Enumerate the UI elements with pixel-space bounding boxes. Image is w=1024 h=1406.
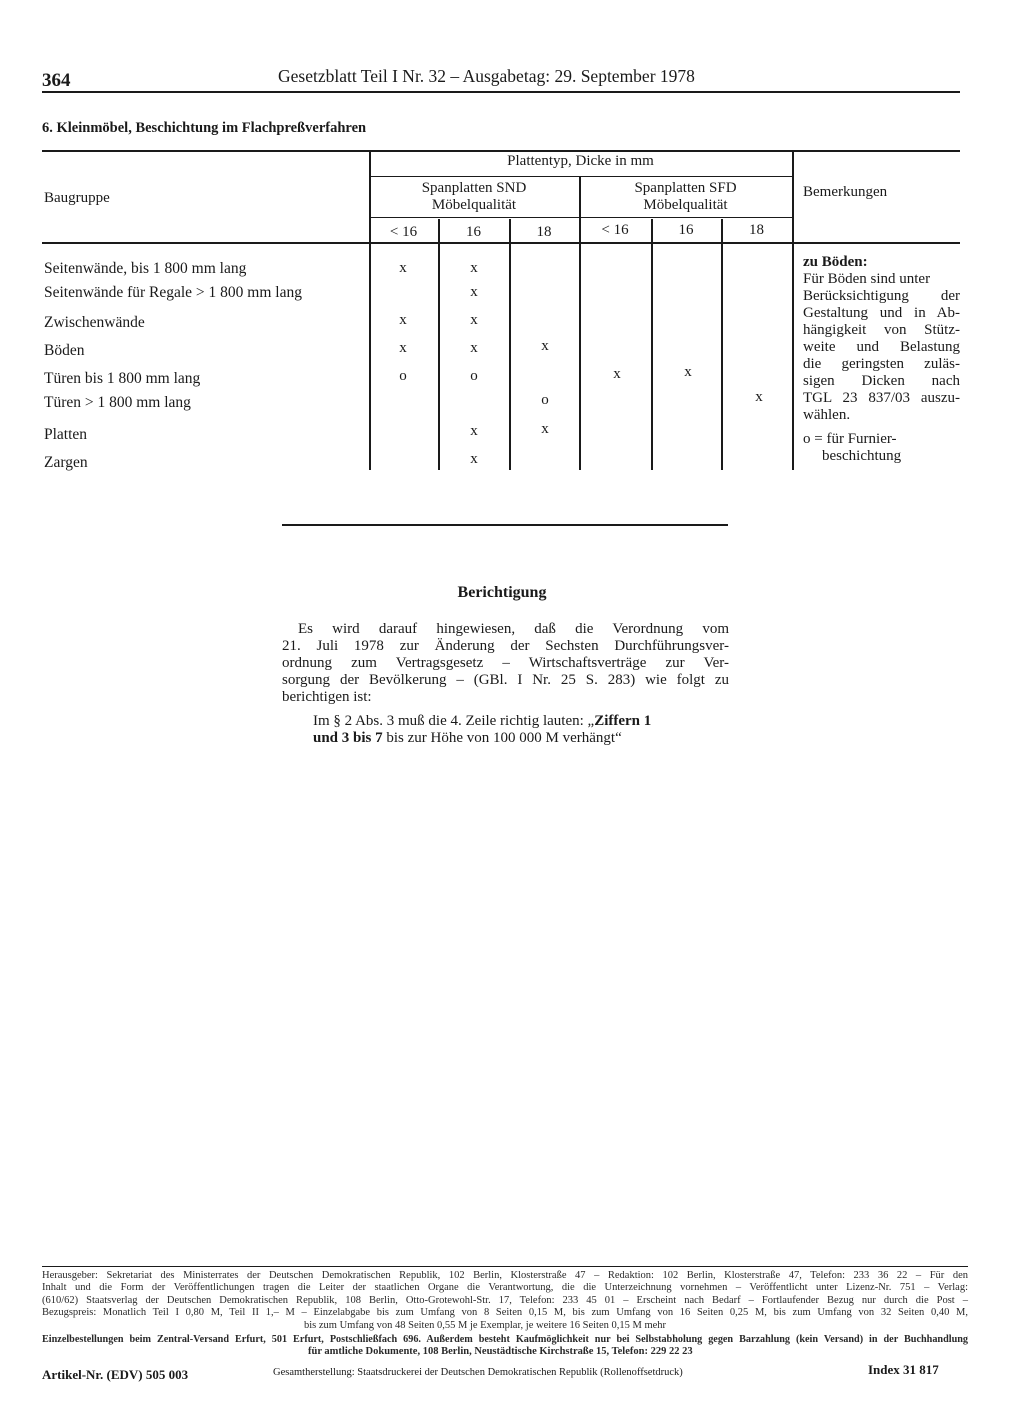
artikel-number: Artikel-Nr. (EDV) 505 003 [42, 1367, 189, 1382]
remarks-line: sigen Dicken nach [803, 373, 960, 389]
table-row-label: Zargen [44, 454, 88, 471]
table-row-label: Zwischenwände [44, 314, 145, 331]
thickness-label: 16 [466, 224, 481, 240]
table-divider [579, 176, 581, 470]
imprint-line: für amtliche Dokumente, 108 Berlin, Neustädtische Kirchstraße 15, Telefon: 229 22 23 [308, 1346, 693, 1358]
gesamtherstellung: Gesamtherstellung: Staatsdruckerei der Deutschen Demokratischen Republik (Rollenoffsetdruck) [273, 1367, 683, 1378]
correction-bold-text: Ziffern 1 [594, 713, 652, 729]
thickness-label: < 16 [601, 222, 629, 238]
bemerkungen-header: Bemerkungen [803, 184, 888, 200]
thickness-label: 18 [536, 224, 552, 240]
table-row-label: Platten [44, 426, 88, 443]
imprint-line: Inhalt und die Form der Veröffentlichungen tragen die Leiter der staatlichen Organe die Verantwortung, die die Unterzeichnung vornehmen – Veröffentlicht unter Lizenz-Nr. 751 – Verlag: [42, 1282, 968, 1294]
snd-header-line2: Möbelqualität [431, 197, 517, 213]
imprint-line: bis zum Umfang von 48 Seiten 0,55 M je Exemplar, je weitere 16 Seiten 0,15 M mehr [304, 1319, 667, 1331]
remarks-line: weite und Belastung [803, 339, 960, 355]
berichtigung-paragraph [282, 621, 729, 706]
berichtigung-line: ordnung zum Vertragsgesetz – Wirtschaftsverträge zur Ver- [282, 655, 729, 671]
sfd-header-line2: Möbelqualität [643, 197, 728, 213]
remarks-line: TGL 23 837/03 auszu- [803, 390, 960, 406]
correction-bold-text: und 3 bis 7 [313, 730, 383, 746]
plattentyp-header: Plattentyp, Dicke in mm [507, 153, 654, 169]
remarks-note: beschichtung [822, 448, 902, 464]
remarks-note: o = für Furnier- [803, 431, 897, 447]
table-cell-mark: x [684, 364, 692, 380]
berichtigung-line: 21. Juli 1978 zur Änderung der Sechsten Durchführungsver- [282, 638, 729, 654]
table-cell-mark: x [399, 312, 407, 328]
table-subhead-rule [369, 217, 792, 218]
imprint-line: Bezugspreis: Monatlich Teil I 0,80 M, Teil II 1,– M – Einzelabgabe bis zum Umfang von 8 Seiten 0,15 M, bis zum Umfang von 16 Seiten 0,25 M, bis zum Umfang von 32 Seiten 0,40 M, [42, 1307, 968, 1319]
berichtigung-line: Es wird darauf hingewiesen, daß die Verordnung vom [298, 621, 729, 637]
imprint-block [42, 1270, 968, 1359]
table-cell-mark: x [541, 421, 549, 437]
berichtigung-line: sorgung der Bevölkerung – (GBl. I Nr. 25 S. 283) wie folgt zu [282, 672, 729, 688]
page-number: 364 [42, 70, 71, 91]
section-title: 6. Kleinmöbel, Beschichtung im Flachpreßverfahren [42, 120, 367, 136]
table-cell-mark: x [399, 260, 407, 276]
table-cell-mark: x [541, 338, 549, 354]
berichtigung-line: berichtigen ist: [282, 689, 372, 705]
table-cell-mark: x [470, 312, 478, 328]
table-row-label: Türen > 1 800 mm lang [44, 394, 191, 411]
table-divider [792, 150, 794, 470]
table-cell-mark: x [470, 340, 478, 356]
correction-text: Im § 2 Abs. 3 muß die 4. Zeile richtig lauten: „ [313, 713, 595, 729]
table-cell-mark: o [541, 392, 549, 408]
table-cell-mark: x [613, 366, 621, 382]
table-cell-mark: x [470, 284, 478, 300]
remarks-block [803, 254, 960, 465]
snd-header-line1: Spanplatten SND [421, 180, 527, 196]
table-row-label: Seitenwände für Regale > 1 800 mm lang [44, 284, 302, 301]
page-header-title: Gesetzblatt Teil I Nr. 32 – Ausgabetag: 29. September 1978 [278, 66, 695, 86]
thickness-label: < 16 [389, 224, 418, 240]
imprint-line: Einzelbestellungen beim Zentral-Versand Erfurt, 501 Erfurt, Postschließfach 696. Außerdem besteht Kaufmöglichkeit nur bei Selbstabholung gegen Barzahlung (kein Versand) in der Buchhandlung [42, 1334, 968, 1346]
table-row-label: Türen bis 1 800 mm lang [44, 370, 201, 387]
table-plattentyp-rule [369, 176, 792, 177]
header-rule [42, 91, 960, 93]
imprint-line: Herausgeber: Sekretariat des Ministerrates der Deutschen Demokratischen Republik, 102 Berlin, Klosterstraße 47 – Redaktion: 102 Berlin, Klosterstraße 47, Telefon: 233 36 22 – Für den [42, 1270, 968, 1281]
table-cell-mark: o [470, 368, 478, 384]
table-cell-mark: x [470, 451, 478, 467]
baugruppe-header: Baugruppe [44, 190, 110, 206]
remarks-line: wählen. [803, 407, 851, 423]
index-number: Index 31 817 [868, 1362, 939, 1377]
remarks-heading: zu Böden: [803, 254, 868, 270]
table-cell-mark: x [399, 340, 407, 356]
table-header-bottom-rule [42, 242, 960, 244]
table-cell-mark: x [470, 260, 478, 276]
berichtigung-correction [313, 713, 729, 747]
table-cell-mark: x [470, 423, 478, 439]
table-divider [721, 219, 723, 470]
berichtigung-title: Berichtigung [457, 584, 547, 601]
thickness-label: 18 [749, 222, 764, 238]
correction-text: bis zur Höhe von 100 000 M verhängt“ [382, 730, 622, 746]
imprint-line: (610/62) Staatsverlag der Deutschen Demokratischen Republik, 108 Berlin, Otto-Grotewohl-Str. 17, Telefon: 233 45 01 – Erscheint nach Bedarf – Fortlaufender Bezug nur durch die Post – [42, 1294, 968, 1306]
table-cell-mark: o [399, 368, 407, 384]
table-row-label: Seitenwände, bis 1 800 mm lang [44, 260, 247, 277]
table-top-rule [42, 150, 960, 152]
thickness-label: 16 [678, 222, 694, 238]
table-row-label: Böden [44, 342, 85, 359]
remarks-line: hängigkeit von Stütz- [803, 322, 960, 338]
remarks-line: die geringsten zuläs- [803, 356, 960, 372]
remarks-line: Für Böden sind unter [803, 271, 931, 287]
table-divider [509, 219, 511, 470]
imprint-rule [42, 1266, 968, 1267]
section-separator [282, 524, 728, 526]
table-divider [438, 219, 440, 470]
remarks-line: Berücksichtigung der [803, 288, 960, 304]
table-divider [651, 219, 653, 470]
sfd-header-line1: Spanplatten SFD [634, 180, 737, 196]
table-cell-mark: x [755, 389, 763, 405]
remarks-line: Gestaltung und in Ab- [803, 305, 960, 321]
